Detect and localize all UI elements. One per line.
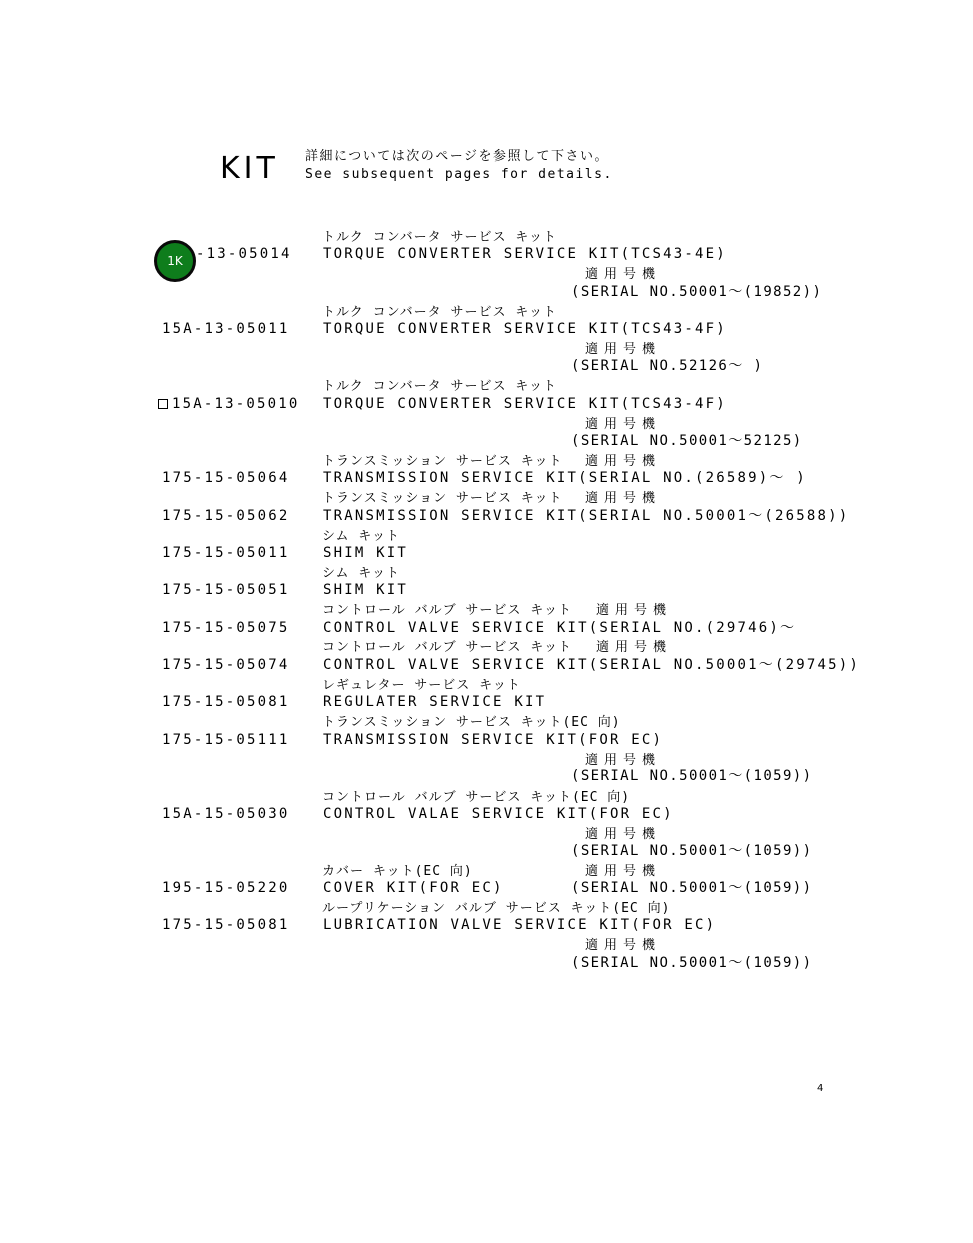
tekiyo-label: 適用号機 [585,417,662,432]
part-number: 15A-13-05010 [172,396,300,412]
item-jp-name: コントロール バルブ サービス キット [322,603,572,618]
tekiyo-label: 適用号機 [585,938,662,953]
status-badge[interactable] [154,240,196,282]
item-description: CONTROL VALAE SERVICE KIT(FOR EC) [323,806,674,822]
item-jp-name: コントロール バルブ サービス キット(EC 向) [322,790,631,805]
item-description: SHIM KIT [323,582,409,598]
badge-label: 1K [167,254,183,268]
item-jp-name: コントロール バルブ サービス キット [322,640,572,655]
item-jp-name: トランスミッション サービス キット [322,491,563,506]
item-jp-name: トルク コンバータ サービス キット [322,379,558,394]
note-japanese: 詳細については次のページを参照して下さい。 [305,149,609,164]
note-english: See subsequent pages for details. [305,167,613,182]
tekiyo-label: 適用号機 [585,342,662,357]
item-jp-name: カバー キット(EC 向) [322,864,473,879]
item-description: SHIM KIT [323,545,409,561]
part-number: 175-15-05062 [162,508,290,524]
part-number: 175-15-05081 [162,917,290,933]
tekiyo-label: 適用号機 [585,864,662,879]
item-jp-name: トランスミッション サービス キット [322,454,563,469]
item-jp-name: ループリケーション バルブ サービス キット(EC 向) [322,901,671,916]
item-description: LUBRICATION VALVE SERVICE KIT(FOR EC) [323,917,717,933]
item-description: COVER KIT(FOR EC) [323,880,504,896]
serial-range: (SERIAL NO.50001～(1059)) [571,955,813,971]
part-number: 175-15-05111 [162,732,290,748]
item-description: TRANSMISSION SERVICE KIT(FOR EC) [323,732,664,748]
item-description: CONTROL VALVE SERVICE KIT(SERIAL NO.(29746)～ [323,620,797,636]
item-description: TRANSMISSION SERVICE KIT(SERIAL NO.(26589)～ ) [323,470,807,486]
part-number: 195-15-05220 [162,880,290,896]
item-jp-name: トルク コンバータ サービス キット [322,305,558,320]
page-title: KIT [220,151,279,186]
part-number: -13-05014 [196,246,292,262]
part-number: 15A-13-05011 [162,321,290,337]
item-jp-name: シム キット [322,566,401,581]
page-number: 4 [817,1083,824,1094]
item-jp-name: トランスミッション サービス キット(EC 向) [322,715,621,730]
item-description: TORQUE CONVERTER SERVICE KIT(TCS43-4F) [323,396,727,412]
serial-range: (SERIAL NO.50001～(19852)) [571,284,823,300]
part-number: 175-15-05051 [162,582,290,598]
item-description: TRANSMISSION SERVICE KIT(SERIAL NO.50001～(26588)) [323,508,850,524]
tekiyo-label: 適用号機 [585,491,662,506]
serial-range: (SERIAL NO.50001～(1059)) [571,880,813,896]
serial-range: (SERIAL NO.50001～(1059)) [571,768,813,784]
part-number: 175-15-05064 [162,470,290,486]
tekiyo-label: 適用号機 [585,267,662,282]
item-jp-name: トルク コンバータ サービス キット [322,230,558,245]
item-description: CONTROL VALVE SERVICE KIT(SERIAL NO.50001～(29745)) [323,657,861,673]
part-number: 175-15-05081 [162,694,290,710]
checkbox-marker[interactable] [158,399,168,409]
serial-range: (SERIAL NO.50001～52125) [571,433,803,449]
tekiyo-label: 適用号機 [585,827,662,842]
serial-range: (SERIAL NO.50001～(1059)) [571,843,813,859]
part-number: 175-15-05011 [162,545,290,561]
serial-range: (SERIAL NO.52126～ ) [571,358,764,374]
tekiyo-label: 適用号機 [596,640,673,655]
item-jp-name: レギュレター サービス キット [322,678,521,693]
tekiyo-label: 適用号機 [596,603,673,618]
part-number: 175-15-05075 [162,620,290,636]
part-number: 15A-15-05030 [162,806,290,822]
tekiyo-label: 適用号機 [585,454,662,469]
item-description: REGULATER SERVICE KIT [323,694,547,710]
item-description: TORQUE CONVERTER SERVICE KIT(TCS43-4E) [323,246,727,262]
item-description: TORQUE CONVERTER SERVICE KIT(TCS43-4F) [323,321,727,337]
tekiyo-label: 適用号機 [585,753,662,768]
item-jp-name: シム キット [322,529,401,544]
part-number: 175-15-05074 [162,657,290,673]
